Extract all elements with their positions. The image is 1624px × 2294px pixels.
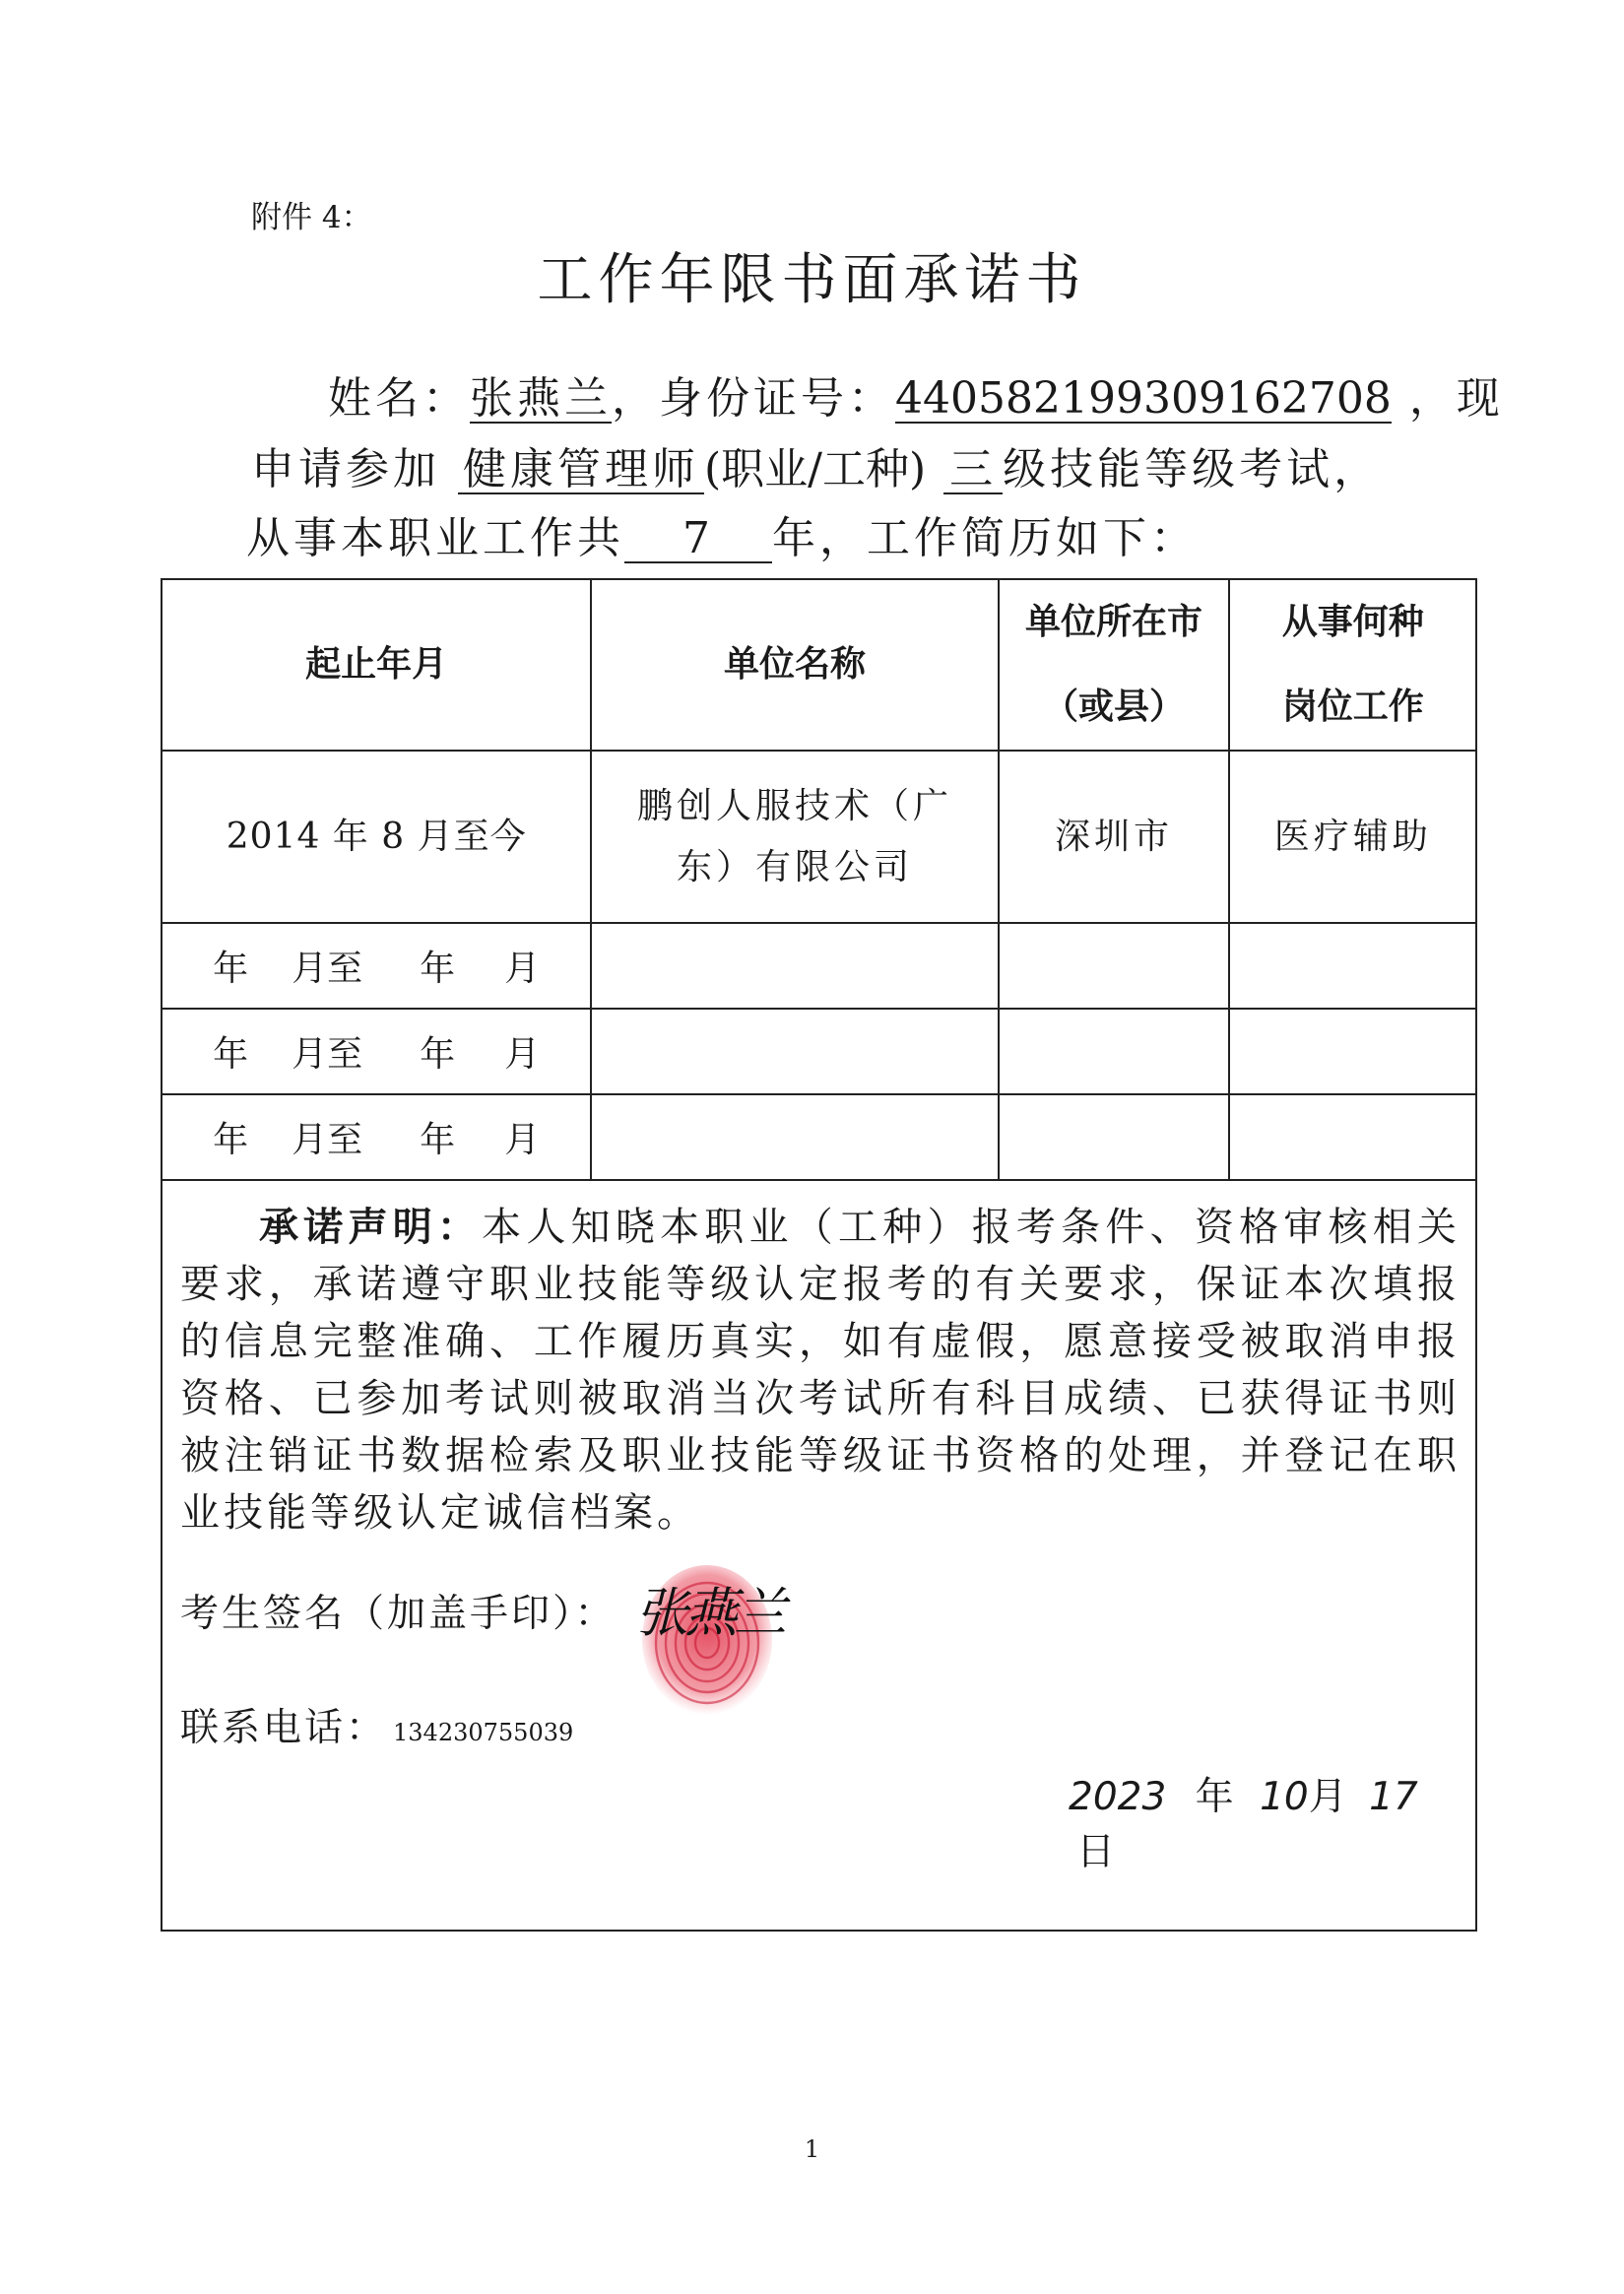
period-year-label: 年 — [420, 949, 456, 989]
phone-row — [180, 1697, 573, 1752]
pledge-text: 本人知晓本职业（工种）报考条件、资格审核相关要求，承诺遵守职业技能等级认定报考的有关要求，保证本次填报的信息完整准确、工作履历真实，如有虚假，愿意接受被取消申报资格、已参加考试则被取消当次考试所有科目成绩、已获得证书则被注销证书数据检索及职业技能等级证书资格的处理，并登记在职业技能等级认定诚信档案。 — [180, 1205, 1462, 1536]
document-title: 工作年限书面承诺书 — [537, 248, 1087, 312]
date-day-label: 日 — [1076, 1830, 1119, 1874]
pledge-paragraph — [180, 1199, 1461, 1541]
now-text: ，现 — [1391, 373, 1504, 424]
signature-label: 考生签名（加盖手印）： — [180, 1592, 617, 1636]
date-month-label: 月 — [1308, 1775, 1350, 1819]
id-number: 440582199309162708 — [895, 373, 1392, 424]
row2-city — [999, 923, 1230, 1009]
applicant-line-2 — [251, 433, 1381, 496]
pledge-row — [162, 1180, 1476, 1931]
table-row — [162, 751, 1476, 923]
period-month-label: 月 — [504, 949, 541, 989]
level-suffix: 级技能等级考试， — [1003, 444, 1382, 494]
row3-post — [1229, 1009, 1476, 1094]
period-month-to-label: 月至 — [292, 1120, 363, 1160]
apply-label: 申请参加 — [251, 444, 440, 494]
date-day: 17 — [1369, 1775, 1418, 1819]
page-number: 1 — [804, 2135, 820, 2163]
level-value: 三 — [943, 447, 1003, 494]
row2-period — [162, 923, 591, 1009]
date-year-label: 年 — [1195, 1775, 1237, 1819]
occupation-suffix: (职业/工种) — [704, 444, 927, 494]
period-month-to-label: 月至 — [292, 949, 363, 989]
row1-city: 深圳市 — [999, 751, 1230, 923]
years-suffix: 年，工作简历如下： — [772, 513, 1198, 563]
row3-period — [162, 1009, 591, 1094]
period-year-label: 年 — [213, 1120, 249, 1160]
row1-post: 医疗辅助 — [1229, 751, 1476, 923]
header-period: 起止年月 — [162, 579, 591, 751]
table-header-row — [162, 579, 1476, 751]
pledge-label: 承诺声明： — [259, 1205, 483, 1250]
header-city-line1: 单位所在市 — [1025, 602, 1203, 642]
years-value: 7 — [624, 516, 772, 563]
row4-period — [162, 1094, 591, 1180]
phone-number: 134230755039 — [393, 1719, 574, 1746]
row3-city — [999, 1009, 1230, 1094]
occupation-value: 健康管理师 — [458, 447, 704, 494]
header-company: 单位名称 — [591, 579, 998, 751]
header-post — [1229, 579, 1476, 751]
row1-company-line2: 东）有限公司 — [677, 846, 914, 887]
row1-company-line1: 鹏创人服技术（广 — [637, 785, 953, 826]
header-post-line1: 从事何种 — [1281, 602, 1424, 642]
pledge-cell — [162, 1180, 1476, 1931]
table-row — [162, 1009, 1476, 1094]
attachment-label: 附件 4： — [251, 200, 372, 235]
id-label: ，身份证号： — [612, 373, 895, 424]
row4-city — [999, 1094, 1230, 1180]
period-year-label: 年 — [420, 1120, 456, 1160]
header-city — [999, 579, 1230, 751]
row2-post — [1229, 923, 1476, 1009]
period-year-label: 年 — [213, 949, 249, 989]
work-history-table — [161, 578, 1477, 1932]
row4-company — [591, 1094, 998, 1180]
header-city-line2: （或县） — [1043, 687, 1186, 727]
applicant-name: 张燕兰 — [470, 373, 612, 424]
row2-company — [591, 923, 998, 1009]
table-row — [162, 1094, 1476, 1180]
years-prefix: 从事本职业工作共 — [246, 513, 624, 563]
row1-period: 2014 年 8 月至今 — [162, 751, 591, 923]
period-month-label: 月 — [504, 1034, 541, 1075]
date-year: 2023 — [1069, 1775, 1167, 1819]
name-label: 姓名： — [328, 373, 470, 424]
signing-date — [1069, 1766, 1475, 1876]
header-post-line2: 岗位工作 — [1281, 687, 1424, 727]
row3-company — [591, 1009, 998, 1094]
applicant-signature: 张燕兰 — [635, 1582, 783, 1644]
applicant-line-1 — [328, 362, 1504, 426]
period-year-label: 年 — [213, 1034, 249, 1075]
period-month-to-label: 月至 — [292, 1034, 363, 1075]
row1-company — [591, 751, 998, 923]
row4-post — [1229, 1094, 1476, 1180]
period-year-label: 年 — [420, 1034, 456, 1075]
applicant-line-3 — [246, 502, 1198, 565]
table-row — [162, 923, 1476, 1009]
phone-label: 联系电话： — [180, 1706, 388, 1750]
date-month: 10 — [1260, 1775, 1309, 1819]
period-month-label: 月 — [504, 1120, 541, 1160]
